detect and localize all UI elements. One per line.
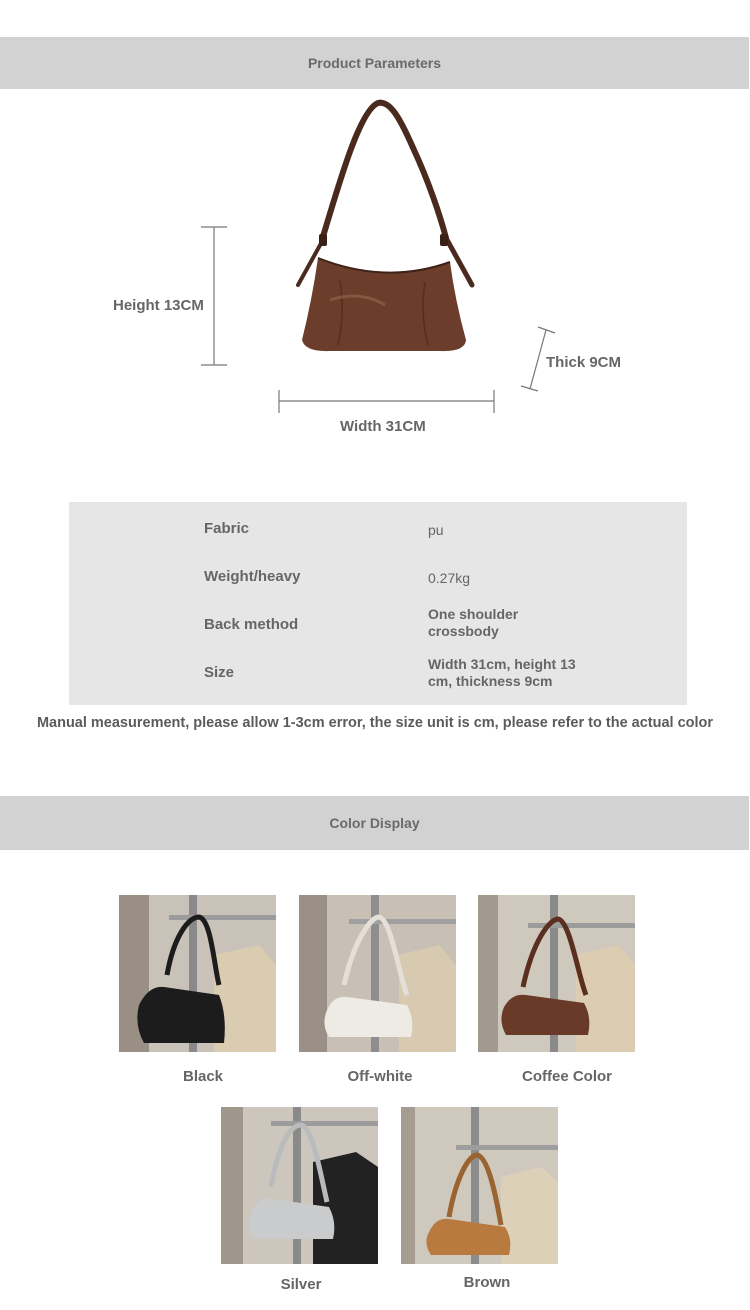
color-swatch-brown[interactable]: [401, 1107, 558, 1264]
color-name-brown: Brown: [463, 1274, 511, 1291]
color-name-silver: Silver: [280, 1276, 322, 1293]
section-title: Product Parameters: [307, 55, 442, 71]
color-name-black: Black: [182, 1068, 224, 1085]
param-value-size: Width 31cm, height 13 cm, thickness 9cm: [428, 656, 576, 689]
color-name-off-white: Off-white: [347, 1068, 413, 1085]
param-label-fabric: Fabric: [204, 520, 250, 537]
color-swatch-coffee[interactable]: [478, 895, 635, 1052]
param-value-fabric: pu: [428, 522, 444, 538]
parameters-table: [69, 502, 687, 705]
section-header-parameters: [0, 37, 749, 89]
param-label-size: Size: [204, 664, 235, 681]
measurement-note: Manual measurement, please allow 1-3cm error, the size unit is cm, please refer to the actual color: [36, 715, 714, 731]
width-label: Width 31CM: [340, 418, 426, 435]
thick-label: Thick 9CM: [546, 354, 622, 371]
color-swatch-black[interactable]: [119, 895, 276, 1052]
color-swatch-silver[interactable]: [221, 1107, 378, 1264]
bag-strap: [322, 103, 446, 240]
param-value-back-method: One shoulder crossbody: [428, 606, 519, 639]
thick-marker: [530, 330, 546, 389]
section-header-colors: [0, 796, 749, 850]
param-value-weight: 0.27kg: [428, 570, 471, 586]
color-name-coffee: Coffee Color: [522, 1068, 612, 1085]
param-label-back-method: Back method: [204, 616, 299, 633]
section-title: Color Display: [329, 815, 420, 831]
product-dimension-diagram: [0, 95, 750, 455]
param-label-weight: Weight/heavy: [204, 568, 301, 585]
color-swatch-off-white[interactable]: [299, 895, 456, 1052]
height-label: Height 13CM: [113, 297, 204, 314]
